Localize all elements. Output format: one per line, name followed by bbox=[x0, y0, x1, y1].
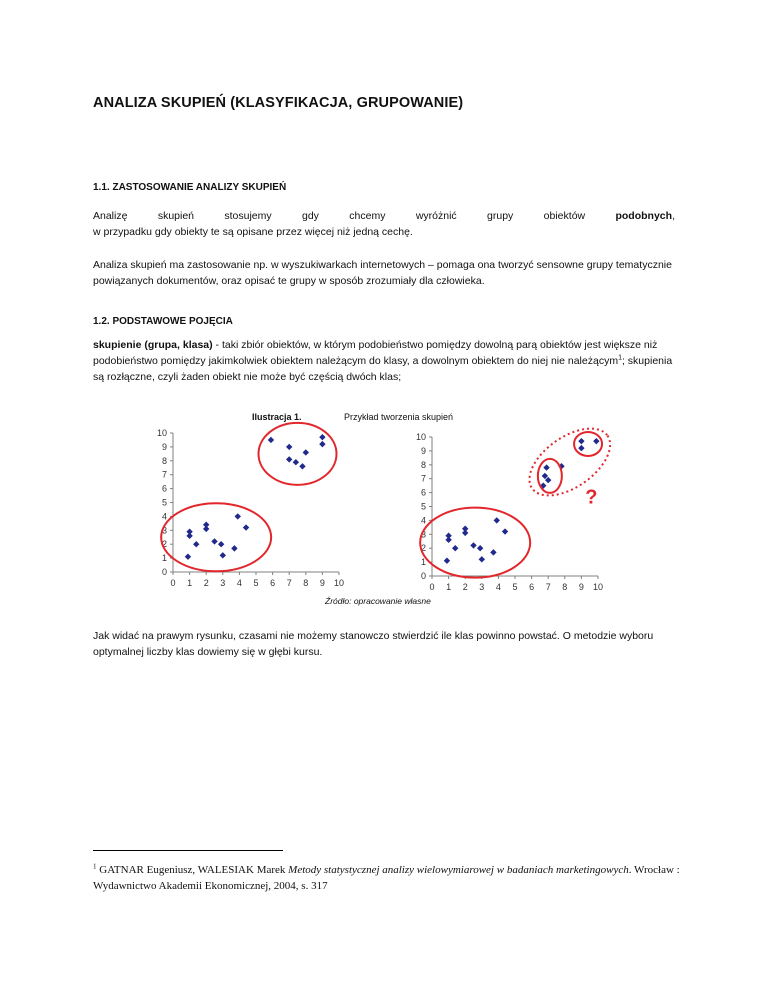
x-tick-label: 5 bbox=[253, 578, 259, 588]
paragraph-line: w przypadku gdy obiekty te są opisane przez więcej niż jedną cechę. bbox=[93, 226, 413, 238]
x-tick-label: 6 bbox=[270, 578, 276, 588]
y-tick-label: 2 bbox=[420, 543, 426, 554]
data-point bbox=[462, 530, 468, 536]
data-point bbox=[319, 441, 325, 447]
emphasis-word: podobnych, bbox=[615, 210, 675, 222]
y-tick-label: 9 bbox=[161, 441, 167, 452]
y-tick-label: 6 bbox=[161, 483, 167, 494]
footnote-divider bbox=[93, 850, 283, 851]
data-point bbox=[543, 464, 549, 470]
y-tick-label: 3 bbox=[420, 529, 426, 540]
data-point bbox=[185, 554, 191, 560]
data-point bbox=[445, 537, 451, 543]
data-point bbox=[203, 526, 209, 532]
x-tick-label: 9 bbox=[319, 578, 325, 588]
data-point bbox=[293, 459, 299, 465]
y-tick-label: 3 bbox=[161, 525, 167, 536]
y-tick-label: 5 bbox=[161, 497, 167, 508]
x-tick-label: 10 bbox=[592, 582, 604, 592]
section-heading-1: 1.1. ZASTOSOWANIE ANALIZY SKUPIEŃ bbox=[93, 182, 287, 193]
cluster-ellipse bbox=[259, 423, 337, 485]
word: skupień bbox=[157, 210, 195, 222]
y-tick-label: 1 bbox=[161, 553, 167, 564]
x-tick-label: 1 bbox=[187, 578, 193, 588]
data-point bbox=[186, 533, 192, 539]
y-tick-label: 6 bbox=[420, 487, 426, 498]
data-point bbox=[286, 444, 292, 450]
data-point bbox=[299, 463, 305, 469]
y-tick-label: 5 bbox=[420, 501, 426, 512]
page-title: ANALIZA SKUPIEŃ (KLASYFIKACJA, GRUPOWANIE) bbox=[93, 95, 464, 111]
x-tick-label: 8 bbox=[562, 582, 568, 592]
word: wyróżnić bbox=[415, 210, 457, 222]
data-point bbox=[220, 552, 226, 558]
x-tick-label: 10 bbox=[333, 578, 345, 588]
data-point bbox=[235, 513, 241, 519]
figure-source: Źródło: opracowanie własne bbox=[325, 596, 431, 606]
footnote: $^1$ GATNAR Eugeniusz, WALESIAK Marek Metody statystycznej analizy wielowymiarowej w badaniach marketingowych. Wrocław : Wydawnictwo Akademii Ekonomicznej, 2004, s. 317 bbox=[93, 862, 680, 892]
x-tick-label: 2 bbox=[462, 582, 468, 592]
y-tick-label: 0 bbox=[420, 571, 426, 581]
x-tick-label: 9 bbox=[578, 582, 584, 592]
cluster-ellipse bbox=[420, 508, 530, 578]
paragraph-search-engines: Analiza skupień ma zastosowanie np. w wyszukiwarkach internetowych – pomaga ona tworzyć sensowne grupy tematycznie powiązanych dokumentów, oraz opisać te grupy w sposób zrozumiały dla człowieka. bbox=[93, 259, 672, 287]
data-point bbox=[218, 541, 224, 547]
y-tick-label: 7 bbox=[161, 469, 167, 480]
definition-term: skupienie (grupa, klasa) bbox=[93, 339, 213, 351]
y-tick-label: 0 bbox=[161, 567, 167, 577]
figure-caption: Przykład tworzenia skupień bbox=[344, 412, 454, 422]
data-point bbox=[444, 558, 450, 564]
x-tick-label: 7 bbox=[286, 578, 292, 588]
paragraph-conclusion: Jak widać na prawym rysunku, czasami nie możemy stanowczo stwierdzić ile klas powinno powstać. O metodzie wyboru optymalnej liczby klas dowiemy się w głębi kursu. bbox=[93, 630, 654, 658]
y-tick-label: 10 bbox=[415, 432, 426, 442]
scatter-chart-right bbox=[416, 415, 622, 592]
data-point bbox=[578, 438, 584, 444]
y-tick-label: 1 bbox=[420, 557, 426, 568]
x-tick-label: 4 bbox=[236, 578, 242, 588]
word: Analizę bbox=[93, 210, 128, 222]
paragraph-definition: skupienie (grupa, klasa) - taki zbiór obiektów, w którym podobieństwo pomiędzy dowolną parą obiektów jest większe niż podobieństwo pomiędzy jakimkolwiek obiektem należącym do klasy, a dowolnym obiektem do niej nie należącym$^1$; skupienia są rozłączne, czyli żaden obiekt nie może być częścią dwóch klas; bbox=[93, 339, 673, 383]
footnote-ref[interactable]: 1 bbox=[618, 354, 622, 362]
scatter-chart-left bbox=[157, 423, 344, 588]
x-tick-label: 0 bbox=[429, 582, 435, 592]
data-point bbox=[268, 437, 274, 443]
data-point bbox=[319, 434, 325, 440]
data-point bbox=[286, 456, 292, 462]
figure-label: Ilustracja 1. bbox=[252, 412, 302, 422]
data-point bbox=[231, 545, 237, 551]
cluster-ellipse bbox=[574, 432, 602, 456]
data-point bbox=[470, 542, 476, 548]
y-tick-label: 4 bbox=[420, 515, 426, 526]
data-point bbox=[578, 445, 584, 451]
x-tick-label: 3 bbox=[220, 578, 226, 588]
y-tick-label: 8 bbox=[161, 455, 167, 466]
cluster-ellipse-uncertain bbox=[518, 415, 622, 509]
data-point bbox=[211, 538, 217, 544]
y-tick-label: 8 bbox=[420, 459, 426, 470]
x-tick-label: 5 bbox=[512, 582, 518, 592]
x-tick-label: 7 bbox=[545, 582, 551, 592]
section-heading-2: 1.2. PODSTAWOWE POJĘCIA bbox=[93, 316, 233, 327]
cluster-figure bbox=[0, 422, 768, 602]
paragraph-line-justified bbox=[93, 208, 675, 224]
x-tick-label: 2 bbox=[203, 578, 209, 588]
data-point bbox=[243, 524, 249, 530]
data-point bbox=[303, 449, 309, 455]
x-tick-label: 6 bbox=[529, 582, 535, 592]
word: stosujemy bbox=[224, 210, 272, 222]
x-tick-label: 3 bbox=[479, 582, 485, 592]
data-point bbox=[494, 517, 500, 523]
data-point bbox=[193, 541, 199, 547]
y-tick-label: 7 bbox=[420, 473, 426, 484]
data-point bbox=[490, 549, 496, 555]
data-point bbox=[593, 438, 599, 444]
y-tick-label: 2 bbox=[161, 539, 167, 550]
word: chcemy bbox=[349, 210, 386, 222]
cluster-ellipse bbox=[538, 459, 562, 493]
word: obiektów bbox=[543, 210, 586, 222]
data-point bbox=[452, 545, 458, 551]
x-tick-label: 1 bbox=[446, 582, 452, 592]
data-point bbox=[479, 556, 485, 562]
word: grupy bbox=[487, 210, 514, 222]
y-tick-label: 10 bbox=[156, 428, 167, 438]
y-tick-label: 4 bbox=[161, 511, 167, 522]
cluster-ellipse bbox=[161, 503, 271, 571]
y-tick-label: 9 bbox=[420, 445, 426, 456]
question-mark-icon: ? bbox=[585, 486, 598, 509]
x-tick-label: 4 bbox=[495, 582, 501, 592]
word: gdy bbox=[302, 210, 319, 222]
x-tick-label: 0 bbox=[170, 578, 176, 588]
paragraph-application bbox=[93, 208, 675, 240]
data-point bbox=[502, 528, 508, 534]
data-point bbox=[477, 545, 483, 551]
x-tick-label: 8 bbox=[303, 578, 309, 588]
